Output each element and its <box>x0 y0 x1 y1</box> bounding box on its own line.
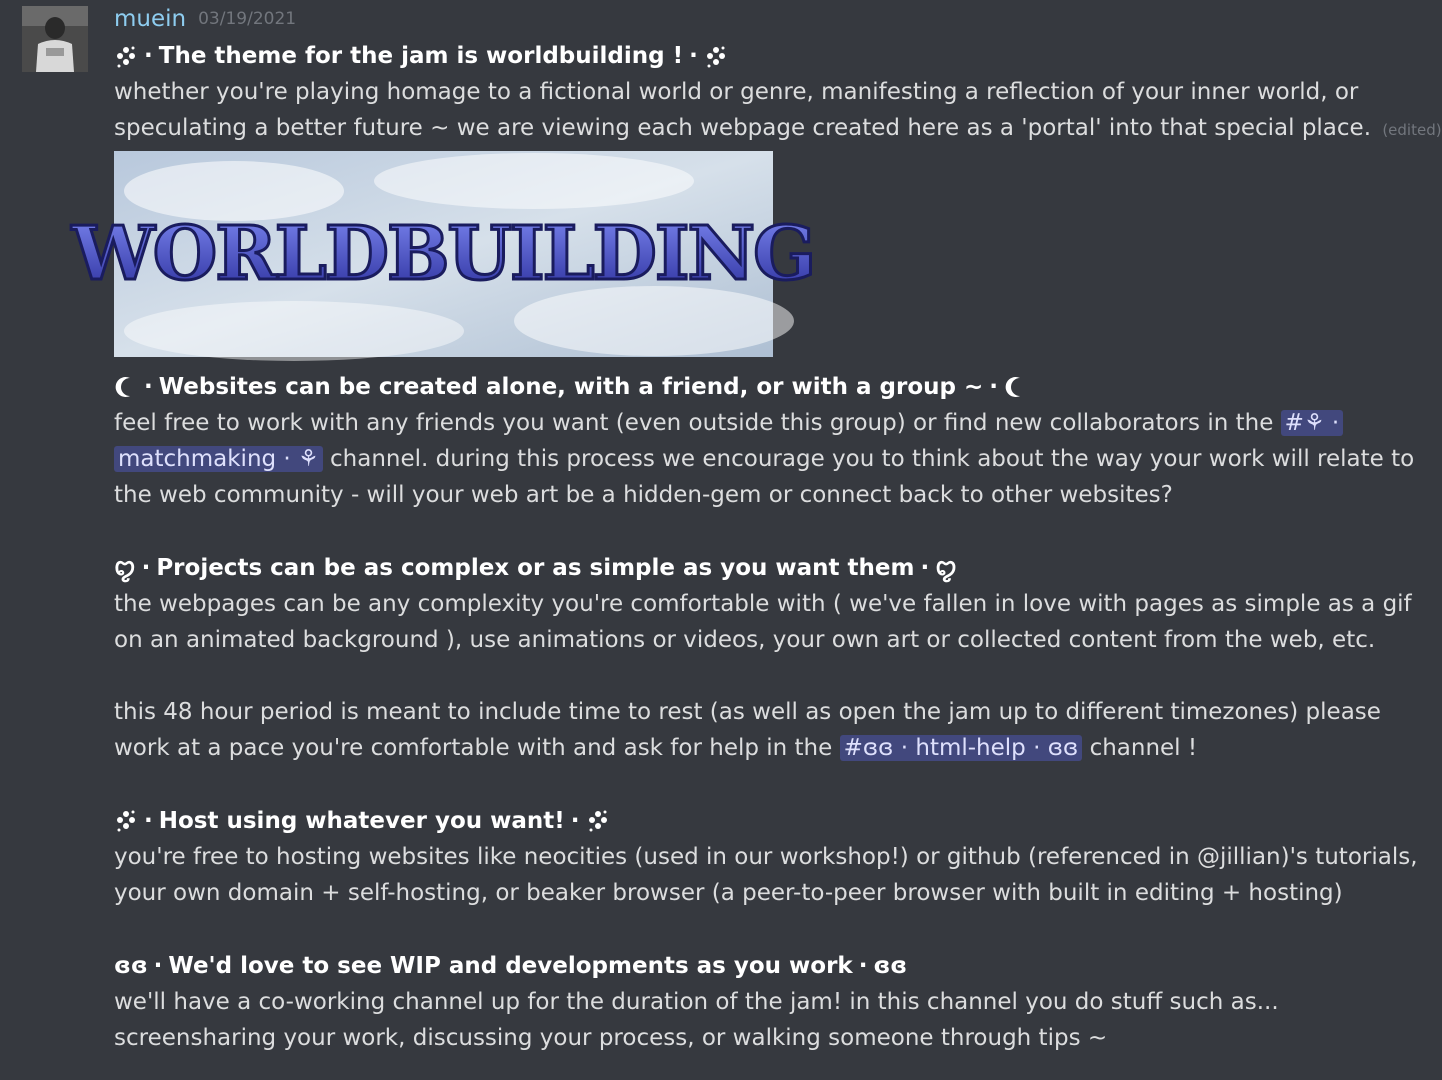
separator-dot: · <box>153 952 163 979</box>
sparkle-flower-icon <box>114 808 138 834</box>
body-text: we'll have a co-working channel up for the duration of the jam! in this channel you do stuff such as... <box>114 988 1279 1015</box>
heading-text: Websites can be created alone, with a friend, or with a group ~ <box>158 373 984 400</box>
separator-dot: · <box>144 373 153 400</box>
body-text: this 48 hour period is meant to include time to rest (as well as open the jam up to different timezones) please <box>114 699 1381 726</box>
worldbuilding-logo-text: WORLDBUILDING <box>71 210 815 297</box>
blank-line <box>114 911 1384 947</box>
worldbuilding-image[interactable] <box>71 151 815 357</box>
crescent-moon-icon <box>1004 374 1028 400</box>
avatar-image <box>22 6 88 72</box>
heading-text: The theme for the jam is worldbuilding ! <box>158 43 684 69</box>
username[interactable]: muein <box>114 6 187 32</box>
section-heading <box>114 803 1384 839</box>
section-heading <box>114 38 1384 74</box>
separator-dot: · <box>570 807 580 834</box>
body-text-span: channel ! <box>1089 735 1198 762</box>
wave-icon: ꨄ <box>114 554 136 581</box>
sparkle-flower-icon <box>114 44 138 70</box>
separator-dot: · <box>920 554 930 581</box>
body-text <box>114 730 1384 766</box>
butterfly-icon: ɞɞ <box>873 952 908 979</box>
body-text: on an animated background ), use animations or videos, your own art or collected content from the web, etc. <box>114 626 1376 653</box>
section-heading <box>114 948 1384 984</box>
crescent-moon-icon <box>114 374 138 400</box>
section-heading <box>114 369 1384 405</box>
body-text: your own domain + self-hosting, or beaker browser (a peer-to-peer browser with built in editing + hosting) <box>114 880 1343 907</box>
edited-label: (edited) <box>1382 121 1442 140</box>
body-text-span: feel free to work with any friends you want (even outside this group) or find new collaborators in the <box>114 409 1274 436</box>
channel-mention-matchmaking[interactable]: matchmaking · ⚘ <box>114 446 323 472</box>
sparkle-flower-icon <box>586 808 610 834</box>
separator-dot: · <box>144 807 153 834</box>
timestamp[interactable]: 03/19/2021 <box>198 9 297 29</box>
heading-text: Projects can be as complex or as simple as you want them <box>156 554 915 581</box>
separator-dot: · <box>858 952 868 979</box>
body-text: the webpages can be any complexity you're comfortable with ( we've fallen in love with pages as simple as a gif <box>114 590 1412 617</box>
heading-text: Host using whatever you want! <box>158 807 565 834</box>
body-text <box>114 110 1442 146</box>
separator-dot: · <box>689 43 698 69</box>
body-text: you're free to hosting websites like neocities (used in our workshop!) or github (referenced in @jillian)'s tutorials, <box>114 844 1418 870</box>
blank-line <box>114 513 1384 549</box>
body-text: screensharing your work, discussing your process, or walking someone through tips ~ <box>114 1024 1108 1051</box>
body-text <box>114 441 1415 477</box>
worldbuilding-banner <box>71 151 815 357</box>
channel-mention-matchmaking[interactable]: #⚘ · <box>1281 410 1344 436</box>
sparkle-flower-icon <box>704 44 728 70</box>
separator-dot: · <box>141 554 151 581</box>
section-heading <box>114 550 1384 586</box>
blank-line <box>114 767 1384 803</box>
body-text <box>114 405 1384 441</box>
channel-mention-html-help[interactable]: #ɞɞ · html-help · ɞɞ <box>840 735 1083 761</box>
wave-icon: ꨄ <box>935 554 957 581</box>
separator-dot: · <box>144 43 153 69</box>
body-text: whether you're playing homage to a fictional world or genre, manifesting a reflection of your inner world, or <box>114 79 1359 106</box>
blank-line <box>114 658 1384 694</box>
body-text-span: channel. during this process we encourage you to think about the way your work will relate to <box>330 445 1415 472</box>
avatar[interactable] <box>22 6 88 72</box>
body-text: the web community - will your web art be a hidden-gem or connect back to other websites? <box>114 482 1173 509</box>
message-content <box>71 0 1442 1056</box>
body-text-span: speculating a better future ~ we are viewing each webpage created here as a 'portal' into that special place. <box>114 115 1372 142</box>
separator-dot: · <box>989 373 999 400</box>
heading-text: We'd love to see WIP and developments as you work <box>168 952 853 979</box>
butterfly-icon: ɞɞ <box>114 952 148 979</box>
body-text-span: work at a pace you're comfortable with and ask for help in the <box>114 735 833 762</box>
message-header <box>114 0 1384 38</box>
